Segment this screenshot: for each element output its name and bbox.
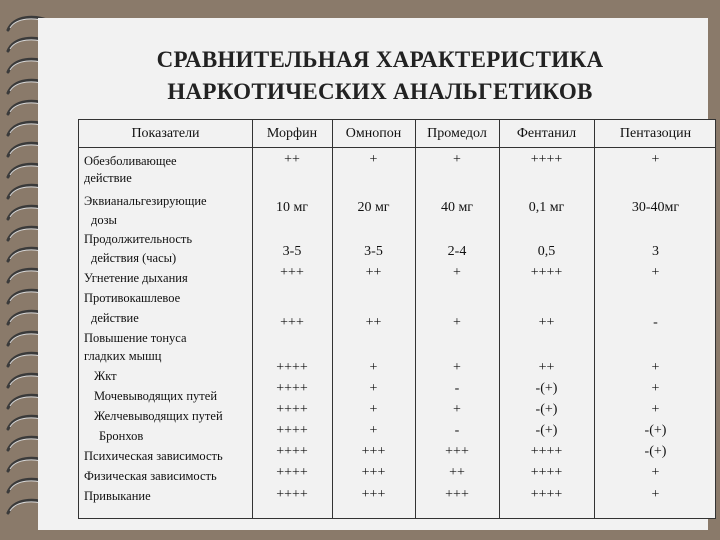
row-label: действия (часы) [91, 251, 177, 265]
row-label: Мочевыводящих путей [94, 389, 218, 403]
value-morphine: ++++ [276, 381, 308, 396]
header-morphine: Морфин [266, 126, 318, 141]
title-line-1: СРАВНИТЕЛЬНАЯ ХАРАКТЕРИСТИКА [156, 47, 604, 72]
row-label: Обезболивающее [84, 154, 177, 168]
row-label: Продолжительность [84, 232, 193, 246]
row-label: дозы [91, 213, 117, 227]
row-label: Эквианальгезирующие [84, 194, 207, 208]
row-label: Физическая зависимость [84, 469, 217, 483]
value-pentazocine: -(+) [644, 423, 667, 438]
value-morphine: ++ [284, 152, 300, 167]
value-promedol: - [454, 423, 460, 438]
value-fentanyl: -(+) [535, 423, 558, 438]
row-label: гладких мышц [84, 349, 162, 363]
row-label: Повышение тонуса [84, 331, 187, 345]
value-omnopon: +++ [361, 487, 386, 502]
value-pentazocine: + [651, 487, 660, 502]
value-promedol: + [453, 315, 461, 330]
value-morphine: 10 мг [275, 200, 309, 215]
value-omnopon: + [369, 402, 378, 417]
value-morphine: 3-5 [282, 244, 302, 259]
value-omnopon: 20 мг [357, 200, 390, 215]
value-fentanyl: ++++ [530, 265, 563, 280]
header-pentazocine: Пентазоцин [619, 126, 692, 141]
value-morphine: +++ [280, 265, 304, 280]
value-morphine: ++++ [276, 360, 308, 375]
value-omnopon: + [369, 381, 378, 396]
value-fentanyl: ++++ [530, 487, 563, 502]
value-pentazocine: 30-40мг [631, 200, 680, 215]
header-fentanyl: Фентанил [516, 126, 577, 141]
value-omnopon: + [369, 423, 378, 438]
value-omnopon: + [369, 152, 378, 167]
value-morphine: ++++ [276, 402, 308, 417]
row-label: Желчевыводящих путей [94, 409, 223, 423]
value-fentanyl: -(+) [535, 381, 558, 396]
row-label: действие [91, 311, 139, 325]
value-omnopon: +++ [361, 444, 386, 459]
value-promedol: +++ [445, 487, 469, 502]
header-indicators: Показатели [131, 126, 200, 141]
value-pentazocine: + [651, 381, 660, 396]
title-line-2: НАРКОТИЧЕСКИХ АНАЛЬГЕТИКОВ [167, 79, 593, 104]
value-promedol: + [453, 402, 461, 417]
value-fentanyl: ++++ [530, 465, 563, 480]
value-omnopon: 3-5 [364, 244, 383, 259]
value-fentanyl: ++++ [530, 444, 563, 459]
value-fentanyl: ++++ [530, 152, 563, 167]
row-label: Бронхов [99, 429, 144, 443]
value-promedol: 2-4 [447, 244, 467, 259]
header-divider [79, 147, 715, 148]
value-morphine: ++++ [276, 465, 308, 480]
value-fentanyl: 0,1 мг [528, 200, 565, 215]
value-pentazocine: + [651, 402, 660, 417]
value-pentazocine: + [651, 360, 660, 375]
value-pentazocine: -(+) [644, 444, 667, 459]
value-promedol: 40 мг [440, 200, 474, 215]
value-morphine: +++ [280, 315, 304, 330]
value-pentazocine: - [653, 315, 658, 330]
value-omnopon: + [369, 360, 378, 375]
value-fentanyl: ++ [538, 360, 555, 375]
value-promedol: - [454, 381, 460, 396]
value-morphine: ++++ [276, 487, 308, 502]
value-promedol: + [453, 360, 461, 375]
value-promedol: ++ [449, 465, 465, 480]
page-title [80, 44, 680, 108]
row-label: действие [84, 171, 132, 185]
value-pentazocine: + [651, 465, 660, 480]
row-label: Жкт [94, 369, 117, 383]
value-omnopon: ++ [365, 265, 382, 280]
comparison-table [78, 119, 716, 519]
row-label: Угнетение дыхания [84, 271, 188, 285]
value-promedol: + [453, 152, 461, 167]
value-pentazocine: + [651, 265, 660, 280]
value-pentazocine: 3 [652, 244, 659, 259]
value-omnopon: ++ [365, 315, 382, 330]
value-morphine: ++++ [276, 444, 308, 459]
value-fentanyl: -(+) [535, 402, 558, 417]
value-fentanyl: ++ [538, 315, 555, 330]
value-promedol: + [453, 265, 461, 280]
header-promedol: Промедол [427, 126, 487, 141]
row-label: Привыкание [84, 489, 151, 503]
value-morphine: ++++ [276, 423, 308, 438]
row-label: Противокашлевое [84, 291, 181, 305]
row-label: Психическая зависимость [84, 449, 223, 463]
value-omnopon: +++ [361, 465, 386, 480]
value-fentanyl: 0,5 [537, 244, 556, 259]
value-pentazocine: + [651, 152, 660, 167]
value-promedol: +++ [445, 444, 469, 459]
header-omnopon: Омнопон [345, 126, 402, 141]
